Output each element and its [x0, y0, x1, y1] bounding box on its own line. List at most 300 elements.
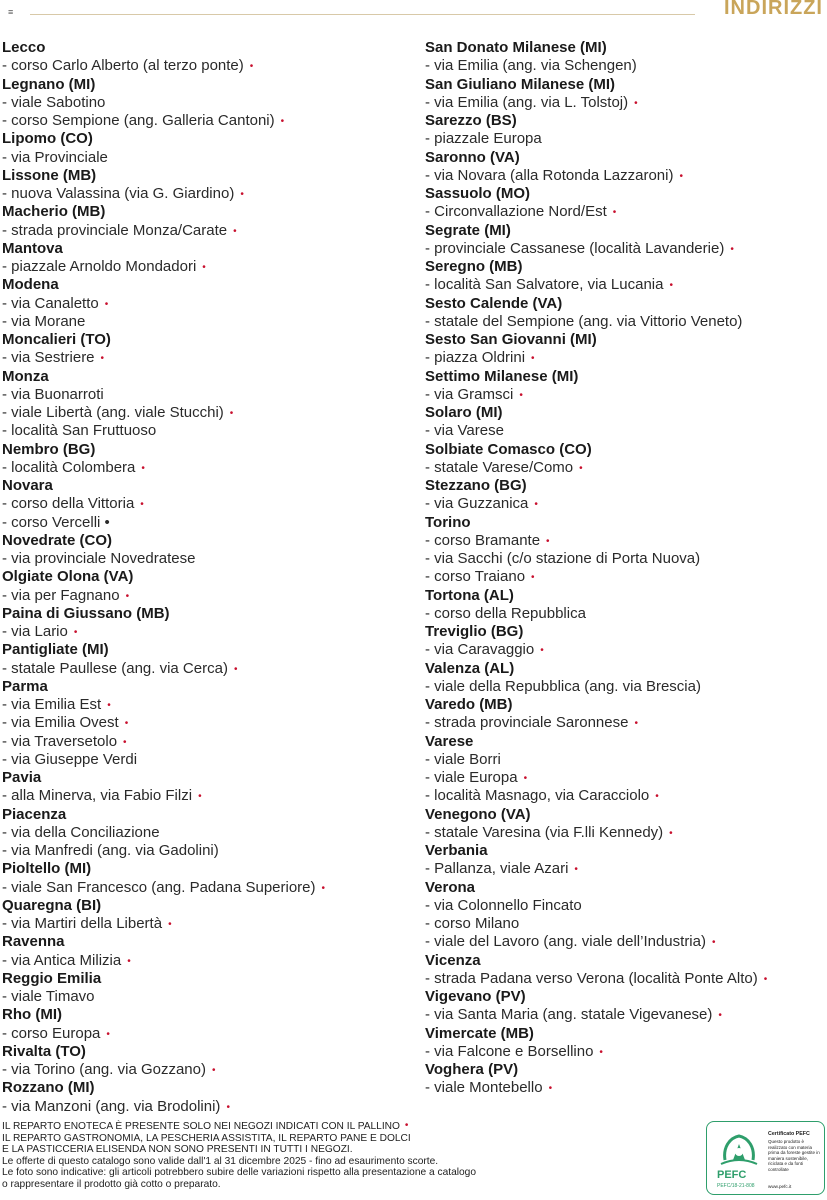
city-heading	[425, 404, 825, 422]
city-name: Treviglio (BG)	[425, 623, 524, 640]
city-heading	[425, 295, 825, 313]
city-heading	[2, 605, 412, 623]
city-name: Rivalta (TO)	[2, 1042, 86, 1060]
store-address	[2, 751, 412, 769]
store-address	[2, 514, 412, 532]
city-name: San Donato Milanese (MI)	[425, 39, 607, 56]
store-address	[425, 605, 825, 623]
red-dot-icon: •	[634, 97, 638, 109]
pefc-code: PEFC/18-21-808	[717, 1183, 755, 1189]
store-address	[2, 952, 412, 970]
store-address	[425, 678, 825, 696]
address-text: - viale Europa	[425, 769, 518, 786]
store-address	[425, 276, 825, 294]
store-address	[425, 751, 825, 769]
store-address	[2, 57, 412, 75]
city-name: Quaregna (BI)	[2, 896, 102, 914]
city-name: Varese	[425, 732, 474, 750]
red-dot-icon: •	[100, 353, 105, 365]
address-text: - località Colombera	[2, 458, 136, 476]
city-heading	[425, 441, 825, 459]
store-address	[425, 240, 825, 258]
store-address	[2, 94, 412, 112]
address-text: - viale San Francesco (ang. Padana Superiore)	[2, 878, 316, 896]
city-heading	[2, 769, 412, 787]
store-address	[425, 568, 825, 586]
city-heading	[2, 130, 412, 148]
red-dot-icon: •	[73, 627, 78, 638]
store-list-left-column	[2, 39, 412, 1116]
city-name: Paina di Giussano (MB)	[2, 604, 170, 622]
address-text: - corso Milano	[425, 915, 520, 932]
store-address	[2, 1061, 412, 1079]
address-text: - statale Paullese (ang. via Cerca)	[2, 659, 228, 677]
city-name: Tortona (AL)	[425, 586, 514, 604]
address-text: - viale del Lavoro (ang. viale dell’Industria)	[425, 933, 706, 951]
red-dot-icon: •	[249, 61, 254, 73]
address-text: - viale Montebello	[425, 1079, 543, 1097]
city-name: Lissone (MB)	[2, 166, 97, 184]
red-dot-icon: •	[634, 718, 638, 730]
city-name: Varedo (MB)	[425, 696, 513, 713]
red-dot-icon: •	[198, 791, 202, 803]
address-text: - piazzale Europa	[425, 130, 542, 148]
address-text: - via Guzzanica	[425, 495, 529, 513]
red-dot-icon: •	[574, 864, 578, 876]
red-dot-icon: •	[321, 882, 326, 894]
footer-note-validity: Le offerte di questo catalogo sono valide dall'1 al 31 dicembre 2025 - fino ad esaurimento scorte.	[2, 1155, 439, 1167]
address-text: - corso Europa	[2, 1024, 101, 1042]
city-name: Sesto San Giovanni (MI)	[425, 331, 597, 348]
city-heading	[2, 39, 412, 57]
city-name: Vigevano (PV)	[425, 988, 526, 1005]
city-heading	[425, 842, 825, 860]
store-address	[2, 295, 412, 313]
city-name: Vicenza	[425, 951, 481, 969]
pefc-cert-text: Questo prodotto è realizzato con materia prima da foreste gestite in maniera sostenibile, riciclata e da fonti controllate	[768, 1139, 820, 1172]
city-heading	[425, 76, 825, 94]
red-dot-icon: •	[212, 1065, 216, 1076]
store-address	[425, 897, 825, 915]
city-heading	[425, 222, 825, 240]
red-dot-icon: •	[599, 1046, 603, 1058]
city-heading	[2, 477, 412, 495]
store-address	[425, 787, 825, 805]
address-text: - via Giuseppe Verdi	[2, 750, 138, 768]
footer-note-enoteca-text: IL REPARTO ENOTECA È PRESENTE SOLO NEI NEGOZI INDICATI CON IL PALLINO	[2, 1121, 400, 1132]
red-dot-icon: •	[711, 937, 716, 949]
address-text: - via Martiri della Libertà	[2, 915, 163, 932]
city-name: Settimo Milanese (MI)	[425, 367, 579, 385]
pefc-certification-badge	[706, 1121, 825, 1195]
red-dot-icon: •	[104, 298, 109, 310]
red-dot-icon: •	[763, 973, 768, 985]
city-heading	[425, 514, 825, 532]
red-dot-icon: •	[233, 663, 238, 675]
address-text: - viale della Repubblica (ang. via Brescia)	[425, 677, 701, 695]
city-name: Lecco	[2, 39, 46, 56]
city-name: Vimercate (MB)	[425, 1024, 534, 1042]
city-name: Novara	[2, 477, 53, 494]
red-dot-icon: •	[655, 791, 659, 803]
address-text: - via Novara (alla Rotonda Lazzaroni)	[425, 166, 674, 184]
red-dot-icon: •	[127, 955, 131, 967]
city-name: Pioltello (MI)	[2, 860, 92, 878]
city-heading	[425, 477, 825, 495]
address-text: - strada Padana verso Verona (località Ponte Alto)	[425, 969, 758, 987]
address-text: - via Lario	[2, 623, 68, 640]
address-text: - via Antica Milizia	[2, 951, 122, 969]
address-text: - via Buonarroti	[2, 385, 104, 403]
city-heading	[2, 240, 412, 258]
address-text: - via Emilia (ang. via L. Tolstoj)	[425, 93, 629, 111]
address-text: - via Canaletto	[2, 294, 99, 312]
menu-icon[interactable]: ≡	[8, 7, 14, 17]
address-text: - viale Sabotino	[2, 93, 106, 111]
address-text: - Circonvallazione Nord/Est	[425, 203, 607, 221]
address-text: - Pallanza, viale Azari	[425, 860, 569, 878]
store-address	[425, 550, 825, 568]
red-dot-icon: •	[124, 718, 129, 730]
red-dot-icon: •	[612, 207, 617, 219]
city-heading	[425, 368, 825, 386]
city-name: Novedrate (CO)	[2, 531, 113, 549]
address-text: - via Gramsci	[425, 385, 514, 403]
city-name: Venegono (VA)	[425, 805, 531, 823]
city-heading	[2, 897, 412, 915]
store-address	[2, 1098, 412, 1116]
address-text: - località San Fruttuoso	[2, 422, 157, 440]
city-name: Monza	[2, 367, 49, 385]
address-text: - corso Traiano	[425, 568, 526, 586]
city-heading	[2, 1043, 412, 1061]
red-dot-icon: •	[679, 170, 683, 182]
store-address	[425, 824, 825, 842]
red-dot-icon: •	[730, 243, 734, 255]
city-name: Sarezzo (BS)	[425, 112, 517, 129]
store-address	[425, 769, 825, 787]
address-text: - località San Salvatore, via Lucania	[425, 276, 664, 294]
city-heading	[2, 276, 412, 294]
pefc-cert-title: Certificato PEFC	[768, 1131, 810, 1137]
store-address	[2, 459, 412, 477]
page-title: INDIRIZZI	[724, 0, 823, 19]
city-name: Voghera (PV)	[425, 1061, 519, 1078]
city-name: Verbania	[425, 842, 488, 859]
address-text: - località Masnago, via Caracciolo	[425, 787, 650, 805]
city-name: Nembro (BG)	[2, 440, 96, 458]
red-dot-icon: •	[531, 572, 535, 584]
red-dot-icon: •	[125, 590, 130, 602]
store-list-right-column	[425, 39, 825, 1098]
city-name: Macherio (MB)	[2, 203, 106, 221]
city-heading	[425, 952, 825, 970]
red-dot-icon: •	[106, 1028, 110, 1040]
store-address	[2, 824, 412, 842]
address-text: - corso della Repubblica	[425, 604, 586, 622]
red-dot-icon: •	[669, 827, 673, 839]
red-dot-icon: •	[540, 645, 544, 657]
city-heading	[425, 1061, 825, 1079]
address-text: - piazzale Arnoldo Mondadori	[2, 258, 197, 275]
address-text: - corso Vercelli •	[2, 513, 110, 531]
pefc-tree-logo-icon	[713, 1130, 765, 1170]
red-dot-icon: •	[233, 225, 237, 237]
store-address	[2, 404, 412, 422]
city-heading	[425, 258, 825, 276]
city-heading	[425, 806, 825, 824]
store-address	[425, 532, 825, 550]
city-heading	[2, 860, 412, 878]
store-address	[2, 495, 412, 513]
address-text: - via Colonnello Fincato	[425, 896, 582, 914]
address-text: - via Emilia Ovest	[2, 714, 119, 732]
store-address	[425, 386, 825, 404]
red-dot-icon: •	[404, 1120, 409, 1131]
city-heading	[425, 39, 825, 57]
red-dot-icon: •	[548, 1083, 553, 1095]
city-name: Parma	[2, 677, 48, 695]
city-name: Pavia	[2, 769, 42, 786]
city-name: Verona	[425, 878, 476, 896]
store-address	[2, 587, 412, 605]
city-name: Olgiate Olona (VA)	[2, 568, 134, 586]
address-text: - via Morane	[2, 312, 86, 330]
address-text: - via Varese	[425, 422, 504, 440]
store-address	[2, 349, 412, 367]
red-dot-icon: •	[202, 262, 206, 273]
address-text: - via Torino (ang. via Gozzano)	[2, 1061, 206, 1078]
address-text: - strada provinciale Monza/Carate	[2, 221, 228, 239]
store-address	[425, 641, 825, 659]
city-name: Torino	[425, 513, 471, 531]
red-dot-icon: •	[669, 280, 673, 292]
city-name: Saronno (VA)	[425, 148, 520, 166]
city-heading	[2, 641, 412, 659]
address-text: - via Sacchi (c/o stazione di Porta Nuova)	[425, 550, 701, 567]
city-heading	[2, 532, 412, 550]
address-text: - viale Timavo	[2, 988, 95, 1005]
header-rule	[30, 14, 695, 15]
footer-notes	[2, 1120, 692, 1191]
city-heading	[425, 331, 825, 349]
store-address	[2, 185, 412, 203]
city-name: San Giuliano Milanese (MI)	[425, 75, 616, 93]
red-dot-icon: •	[168, 919, 172, 930]
city-name: Stezzano (BG)	[425, 477, 527, 494]
address-text: - via Traversetolo	[2, 732, 118, 750]
red-dot-icon: •	[534, 499, 538, 511]
store-address	[2, 386, 412, 404]
city-heading	[2, 76, 412, 94]
store-address	[2, 988, 412, 1006]
address-text: - via Sestriere	[2, 349, 95, 367]
city-heading	[425, 1025, 825, 1043]
store-address	[425, 1006, 825, 1024]
address-text: - statale del Sempione (ang. via Vittorio Veneto)	[425, 312, 743, 330]
red-dot-icon: •	[107, 700, 111, 711]
city-name: Ravenna	[2, 933, 65, 951]
address-text: - corso della Vittoria	[2, 495, 135, 513]
city-heading	[2, 331, 412, 349]
city-heading	[425, 660, 825, 678]
city-name: Segrate (MI)	[425, 221, 511, 239]
store-address	[2, 422, 412, 440]
store-address	[425, 1079, 825, 1097]
store-address	[2, 696, 412, 714]
address-text: - piazza Oldrini	[425, 349, 526, 367]
address-text: - alla Minerva, via Fabio Filzi	[2, 787, 193, 805]
city-heading	[425, 587, 825, 605]
city-name: Solbiate Comasco (CO)	[425, 440, 592, 458]
store-address	[2, 313, 412, 331]
city-name: Sesto Calende (VA)	[425, 294, 563, 312]
city-name: Solaro (MI)	[425, 404, 503, 421]
store-address	[425, 1043, 825, 1061]
footer-note-enoteca	[2, 1120, 692, 1133]
pefc-website: www.pefc.it	[768, 1184, 792, 1189]
city-heading	[425, 623, 825, 641]
store-address	[2, 787, 412, 805]
city-heading	[425, 733, 825, 751]
address-text: - corso Sempione (ang. Galleria Cantoni)	[2, 112, 275, 129]
red-dot-icon: •	[240, 189, 244, 200]
store-address	[2, 550, 412, 568]
city-name: Rozzano (MI)	[2, 1079, 95, 1097]
city-heading	[2, 933, 412, 951]
city-heading	[2, 167, 412, 185]
city-name: Seregno (MB)	[425, 258, 523, 275]
red-dot-icon: •	[579, 462, 583, 474]
store-address	[425, 57, 825, 75]
red-dot-icon: •	[140, 499, 144, 511]
city-name: Rho (MI)	[2, 1006, 62, 1024]
address-text: - provinciale Cassanese (località Lavanderie)	[425, 239, 725, 257]
city-name: Moncalieri (TO)	[2, 331, 111, 348]
city-name: Reggio Emilia	[2, 969, 102, 987]
store-address	[2, 842, 412, 860]
address-text: - via della Conciliazione	[2, 823, 160, 841]
city-heading	[2, 806, 412, 824]
store-address	[425, 459, 825, 477]
store-address	[425, 349, 825, 367]
store-address	[425, 94, 825, 112]
page-header	[0, 0, 827, 22]
address-text: - via Manfredi (ang. via Gadolini)	[2, 842, 219, 859]
city-heading	[2, 441, 412, 459]
address-text: - strada provinciale Saronnese	[425, 714, 629, 732]
store-address	[2, 879, 412, 897]
city-heading	[2, 970, 412, 988]
store-address	[2, 149, 412, 167]
address-text: - viale Libertà (ang. viale Stucchi)	[2, 404, 224, 421]
footer-note-photos-2: o rappresentare il prodotto già cotto o preparato.	[2, 1178, 221, 1190]
store-address	[2, 222, 412, 240]
city-heading	[2, 568, 412, 586]
city-heading	[425, 149, 825, 167]
address-text: - via Provinciale	[2, 148, 108, 166]
city-heading	[2, 203, 412, 221]
city-heading	[425, 185, 825, 203]
red-dot-icon: •	[531, 353, 535, 365]
city-heading	[2, 368, 412, 386]
city-name: Piacenza	[2, 805, 67, 823]
footer-note-departments-2: E LA PASTICCERIA ELISENDA NON SONO PRESENTI IN TUTTI I NEGOZI.	[2, 1144, 353, 1156]
red-dot-icon: •	[546, 535, 550, 547]
address-text: - corso Bramante	[425, 531, 541, 549]
red-dot-icon: •	[519, 389, 523, 401]
store-address	[2, 112, 412, 130]
city-heading	[425, 696, 825, 714]
red-dot-icon: •	[229, 408, 234, 419]
red-dot-icon: •	[280, 116, 285, 127]
city-name: Lipomo (CO)	[2, 130, 93, 148]
address-text: - statale Varesina (via F.lli Kennedy)	[425, 823, 664, 841]
red-dot-icon: •	[718, 1010, 722, 1022]
address-text: - viale Borri	[425, 750, 501, 768]
city-name: Pantigliate (MI)	[2, 641, 109, 659]
city-name: Modena	[2, 276, 59, 294]
red-dot-icon: •	[141, 462, 145, 474]
store-address	[2, 915, 412, 933]
store-address	[425, 860, 825, 878]
store-address	[425, 933, 825, 951]
store-address	[2, 733, 412, 751]
city-name: Legnano (MI)	[2, 75, 96, 93]
store-address	[425, 203, 825, 221]
city-name: Mantova	[2, 239, 63, 257]
city-name: Valenza (AL)	[425, 659, 515, 677]
store-address	[2, 258, 412, 276]
address-text: - nuova Valassina (via G. Giardino)	[2, 185, 235, 202]
address-text: - via Caravaggio	[425, 641, 535, 659]
store-address	[425, 167, 825, 185]
red-dot-icon: •	[123, 736, 127, 748]
store-address	[425, 970, 825, 988]
city-name: Sassuolo (MO)	[425, 185, 531, 202]
store-address	[2, 623, 412, 641]
store-address	[425, 495, 825, 513]
store-address	[425, 130, 825, 148]
city-heading	[2, 1006, 412, 1024]
footer-note-photos: Le foto sono indicative: gli articoli potrebbero subire delle variazioni rispetto alla presentazione a catalogo	[2, 1167, 477, 1179]
store-address	[425, 422, 825, 440]
address-text: - corso Carlo Alberto (al terzo ponte)	[2, 57, 244, 75]
footer-note-departments: IL REPARTO GASTRONOMIA, LA PESCHERIA ASSISTITA, IL REPARTO PANE E DOLCI	[2, 1132, 411, 1144]
address-text: - via Manzoni (ang. via Brodolini)	[2, 1097, 221, 1115]
store-address	[425, 915, 825, 933]
pefc-name: PEFC	[717, 1169, 747, 1181]
address-text: - via Emilia Est	[2, 696, 102, 713]
store-address	[425, 313, 825, 331]
address-text: - statale Varese/Como	[425, 458, 574, 476]
red-dot-icon: •	[226, 1101, 230, 1113]
city-heading	[2, 678, 412, 696]
red-dot-icon: •	[523, 773, 528, 784]
address-text: - via per Fagnano	[2, 586, 120, 604]
address-text: - via Santa Maria (ang. statale Vigevanese)	[425, 1006, 713, 1024]
store-address	[2, 714, 412, 732]
city-heading	[425, 112, 825, 130]
city-heading	[425, 988, 825, 1006]
store-address	[2, 660, 412, 678]
address-text: - via Falcone e Borsellino	[425, 1042, 594, 1060]
store-address	[425, 714, 825, 732]
address-text: - via provinciale Novedratese	[2, 550, 196, 567]
city-heading	[2, 1079, 412, 1097]
address-text: - via Emilia (ang. via Schengen)	[425, 57, 637, 75]
city-heading	[425, 879, 825, 897]
